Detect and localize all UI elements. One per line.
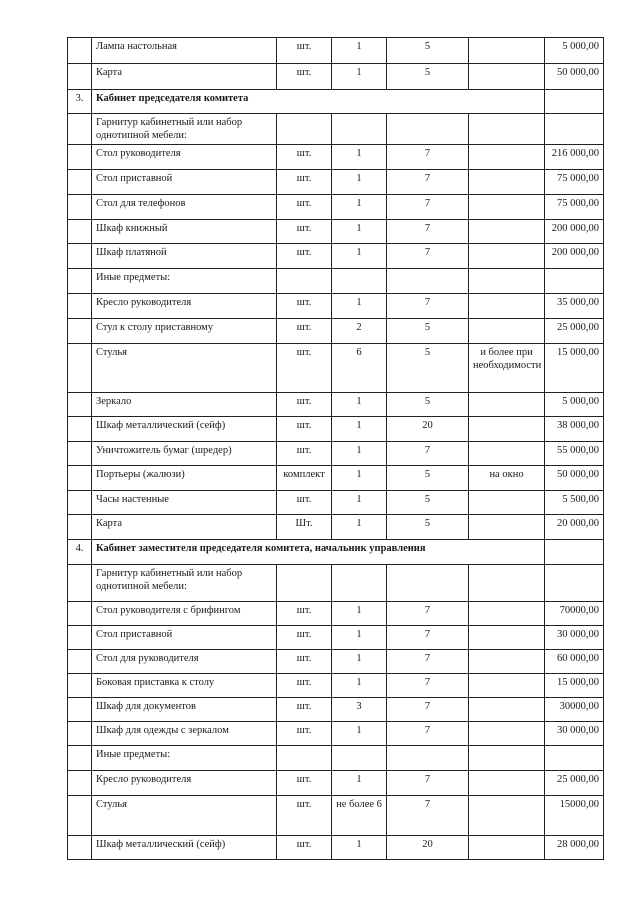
note-cell	[469, 244, 545, 269]
price-cell: 30000,00	[545, 698, 604, 722]
unit-cell: шт.	[277, 170, 332, 195]
note-cell	[469, 319, 545, 344]
service-life-cell: 20	[387, 417, 469, 442]
price-cell: 38 000,00	[545, 417, 604, 442]
service-life-cell: 7	[387, 220, 469, 244]
service-life-cell: 7	[387, 698, 469, 722]
row-number-cell	[68, 64, 92, 90]
item-name-cell: Лампа настольная	[92, 38, 277, 64]
table-row	[68, 38, 604, 64]
service-life-cell: 7	[387, 602, 469, 626]
price-cell: 5 500,00	[545, 491, 604, 515]
table-row	[68, 466, 604, 491]
unit-cell: комплект	[277, 466, 332, 491]
price-cell: 200 000,00	[545, 244, 604, 269]
table-row	[68, 244, 604, 269]
quantity-cell: 1	[332, 294, 387, 319]
table-row	[68, 674, 604, 698]
note-cell	[469, 393, 545, 417]
empty-cell	[68, 746, 92, 771]
unit-cell: шт.	[277, 491, 332, 515]
price-cell: 75 000,00	[545, 170, 604, 195]
item-name-cell: Часы настенные	[92, 491, 277, 515]
unit-cell: шт.	[277, 319, 332, 344]
empty-cell	[332, 746, 387, 771]
empty-cell	[545, 746, 604, 771]
row-number-cell	[68, 38, 92, 64]
row-number-cell	[68, 244, 92, 269]
subheading-row	[68, 269, 604, 294]
table-row	[68, 319, 604, 344]
empty-cell	[277, 269, 332, 294]
item-name-cell: Стулья	[92, 344, 277, 393]
empty-cell	[387, 269, 469, 294]
unit-cell: шт.	[277, 442, 332, 466]
quantity-cell: 1	[332, 836, 387, 860]
table-row	[68, 64, 604, 90]
quantity-cell: 1	[332, 722, 387, 746]
service-life-cell: 7	[387, 626, 469, 650]
note-cell	[469, 38, 545, 64]
service-life-cell: 7	[387, 294, 469, 319]
quantity-cell: 1	[332, 64, 387, 90]
row-number-cell	[68, 220, 92, 244]
price-cell: 28 000,00	[545, 836, 604, 860]
item-name-cell: Портьеры (жалюзи)	[92, 466, 277, 491]
price-cell: 60 000,00	[545, 650, 604, 674]
row-number-cell	[68, 771, 92, 796]
note-cell	[469, 836, 545, 860]
unit-cell: шт.	[277, 195, 332, 220]
quantity-cell: 1	[332, 515, 387, 540]
price-cell: 55 000,00	[545, 442, 604, 466]
service-life-cell: 7	[387, 195, 469, 220]
row-number-cell	[68, 674, 92, 698]
quantity-cell: 1	[332, 466, 387, 491]
unit-cell: шт.	[277, 722, 332, 746]
price-cell: 5 000,00	[545, 38, 604, 64]
row-number-cell	[68, 417, 92, 442]
note-cell	[469, 442, 545, 466]
price-cell: 20 000,00	[545, 515, 604, 540]
table-row	[68, 602, 604, 626]
note-cell	[469, 195, 545, 220]
note-cell	[469, 602, 545, 626]
note-cell	[469, 515, 545, 540]
price-cell: 50 000,00	[545, 64, 604, 90]
item-name-cell: Стул к столу приставному	[92, 319, 277, 344]
row-number-cell	[68, 491, 92, 515]
row-number-cell	[68, 796, 92, 836]
subheading-cell: Иные предметы:	[92, 746, 277, 771]
quantity-cell: 1	[332, 145, 387, 170]
unit-cell: шт.	[277, 602, 332, 626]
quantity-cell: 1	[332, 674, 387, 698]
note-cell	[469, 650, 545, 674]
service-life-cell: 7	[387, 722, 469, 746]
note-cell	[469, 170, 545, 195]
empty-cell	[545, 565, 604, 602]
service-life-cell: 5	[387, 38, 469, 64]
price-cell: 200 000,00	[545, 220, 604, 244]
item-name-cell: Стол руководителя	[92, 145, 277, 170]
service-life-cell: 20	[387, 836, 469, 860]
item-name-cell: Кресло руководителя	[92, 294, 277, 319]
empty-cell	[68, 269, 92, 294]
row-number-cell	[68, 442, 92, 466]
table-row	[68, 220, 604, 244]
unit-cell: шт.	[277, 344, 332, 393]
table-row	[68, 722, 604, 746]
note-cell	[469, 771, 545, 796]
item-name-cell: Карта	[92, 515, 277, 540]
table-row	[68, 344, 604, 393]
item-name-cell: Зеркало	[92, 393, 277, 417]
table-row	[68, 145, 604, 170]
table-row	[68, 650, 604, 674]
empty-cell	[387, 746, 469, 771]
row-number-cell	[68, 650, 92, 674]
unit-cell: шт.	[277, 38, 332, 64]
note-cell	[469, 796, 545, 836]
table-row	[68, 170, 604, 195]
note-cell	[469, 722, 545, 746]
quantity-cell: 1	[332, 602, 387, 626]
row-number-cell	[68, 466, 92, 491]
unit-cell: шт.	[277, 650, 332, 674]
item-name-cell: Шкаф книжный	[92, 220, 277, 244]
service-life-cell: 7	[387, 170, 469, 195]
note-cell	[469, 294, 545, 319]
note-cell	[469, 626, 545, 650]
table-row	[68, 294, 604, 319]
row-number-cell	[68, 393, 92, 417]
note-cell	[469, 674, 545, 698]
empty-cell	[469, 269, 545, 294]
quantity-cell: 3	[332, 698, 387, 722]
empty-cell	[332, 269, 387, 294]
table-row	[68, 195, 604, 220]
price-cell: 25 000,00	[545, 771, 604, 796]
price-cell: 50 000,00	[545, 466, 604, 491]
row-number-cell	[68, 836, 92, 860]
section-title-cell: Кабинет председателя комитета	[92, 90, 545, 114]
unit-cell: шт.	[277, 836, 332, 860]
subheading-row	[68, 746, 604, 771]
service-life-cell: 7	[387, 442, 469, 466]
quantity-cell: 1	[332, 417, 387, 442]
quantity-cell: 1	[332, 393, 387, 417]
quantity-cell: 2	[332, 319, 387, 344]
empty-cell	[68, 565, 92, 602]
row-number-cell	[68, 602, 92, 626]
price-cell: 5 000,00	[545, 393, 604, 417]
section-header-row	[68, 540, 604, 565]
item-name-cell: Стол для телефонов	[92, 195, 277, 220]
table-row	[68, 626, 604, 650]
subheading-row	[68, 565, 604, 602]
quantity-cell: 6	[332, 344, 387, 393]
row-number-cell	[68, 626, 92, 650]
table-row	[68, 698, 604, 722]
inventory-table	[67, 37, 604, 860]
section-number-cell: 4.	[68, 540, 92, 565]
price-cell: 30 000,00	[545, 722, 604, 746]
item-name-cell: Стулья	[92, 796, 277, 836]
item-name-cell: Стол для руководителя	[92, 650, 277, 674]
quantity-cell: 1	[332, 195, 387, 220]
service-life-cell: 7	[387, 796, 469, 836]
note-cell	[469, 145, 545, 170]
empty-cell	[469, 114, 545, 145]
empty-cell	[277, 114, 332, 145]
item-name-cell: Шкаф платяной	[92, 244, 277, 269]
unit-cell: шт.	[277, 626, 332, 650]
note-cell	[469, 64, 545, 90]
unit-cell: шт.	[277, 64, 332, 90]
quantity-cell: 1	[332, 442, 387, 466]
item-name-cell: Карта	[92, 64, 277, 90]
section-number-cell: 3.	[68, 90, 92, 114]
price-cell: 15 000,00	[545, 344, 604, 393]
price-cell: 75 000,00	[545, 195, 604, 220]
unit-cell: Шт.	[277, 515, 332, 540]
section-header-row	[68, 90, 604, 114]
quantity-cell: 1	[332, 491, 387, 515]
quantity-cell: 1	[332, 771, 387, 796]
table-row	[68, 442, 604, 466]
service-life-cell: 5	[387, 466, 469, 491]
unit-cell: шт.	[277, 393, 332, 417]
unit-cell: шт.	[277, 145, 332, 170]
price-cell: 30 000,00	[545, 626, 604, 650]
table-row	[68, 491, 604, 515]
price-cell: 35 000,00	[545, 294, 604, 319]
subheading-row	[68, 114, 604, 145]
note-cell	[469, 220, 545, 244]
item-name-cell: Шкаф для одежды с зеркалом	[92, 722, 277, 746]
table-row	[68, 393, 604, 417]
item-name-cell: Шкаф металлический (сейф)	[92, 417, 277, 442]
unit-cell: шт.	[277, 244, 332, 269]
unit-cell: шт.	[277, 294, 332, 319]
quantity-cell: 1	[332, 244, 387, 269]
quantity-cell: 1	[332, 170, 387, 195]
empty-cell	[68, 114, 92, 145]
note-cell	[469, 417, 545, 442]
row-number-cell	[68, 170, 92, 195]
service-life-cell: 7	[387, 244, 469, 269]
empty-cell	[277, 746, 332, 771]
empty-cell	[332, 565, 387, 602]
subheading-cell: Гарнитур кабинетный или набор однотипной мебели:	[92, 114, 277, 145]
quantity-cell: 1	[332, 626, 387, 650]
row-number-cell	[68, 722, 92, 746]
service-life-cell: 5	[387, 319, 469, 344]
service-life-cell: 5	[387, 64, 469, 90]
row-number-cell	[68, 344, 92, 393]
note-cell: и более при необходимости	[469, 344, 545, 393]
price-cell: 70000,00	[545, 602, 604, 626]
note-cell	[469, 491, 545, 515]
empty-cell	[387, 565, 469, 602]
table-row	[68, 417, 604, 442]
note-cell: на окно	[469, 466, 545, 491]
unit-cell: шт.	[277, 220, 332, 244]
table-row	[68, 836, 604, 860]
item-name-cell: Боковая приставка к столу	[92, 674, 277, 698]
empty-cell	[545, 540, 604, 565]
service-life-cell: 5	[387, 491, 469, 515]
service-life-cell: 5	[387, 393, 469, 417]
item-name-cell: Стол приставной	[92, 626, 277, 650]
service-life-cell: 5	[387, 515, 469, 540]
unit-cell: шт.	[277, 674, 332, 698]
empty-cell	[277, 565, 332, 602]
quantity-cell: не более 6	[332, 796, 387, 836]
service-life-cell: 7	[387, 650, 469, 674]
row-number-cell	[68, 698, 92, 722]
service-life-cell: 7	[387, 771, 469, 796]
empty-cell	[545, 90, 604, 114]
quantity-cell: 1	[332, 220, 387, 244]
row-number-cell	[68, 515, 92, 540]
service-life-cell: 7	[387, 145, 469, 170]
table-row	[68, 515, 604, 540]
row-number-cell	[68, 294, 92, 319]
note-cell	[469, 698, 545, 722]
item-name-cell: Шкаф для документов	[92, 698, 277, 722]
section-title-cell: Кабинет заместителя председателя комитета, начальник управления	[92, 540, 545, 565]
empty-cell	[332, 114, 387, 145]
price-cell: 216 000,00	[545, 145, 604, 170]
item-name-cell: Уничтожитель бумаг (шредер)	[92, 442, 277, 466]
item-name-cell: Кресло руководителя	[92, 771, 277, 796]
unit-cell: шт.	[277, 417, 332, 442]
service-life-cell: 7	[387, 674, 469, 698]
quantity-cell: 1	[332, 650, 387, 674]
table-row	[68, 771, 604, 796]
subheading-cell: Гарнитур кабинетный или набор однотипной мебели:	[92, 565, 277, 602]
inventory-table-body	[68, 38, 604, 860]
unit-cell: шт.	[277, 771, 332, 796]
unit-cell: шт.	[277, 796, 332, 836]
empty-cell	[545, 114, 604, 145]
empty-cell	[469, 746, 545, 771]
service-life-cell: 5	[387, 344, 469, 393]
empty-cell	[387, 114, 469, 145]
table-row	[68, 796, 604, 836]
row-number-cell	[68, 195, 92, 220]
price-cell: 15 000,00	[545, 674, 604, 698]
unit-cell: шт.	[277, 698, 332, 722]
price-cell: 25 000,00	[545, 319, 604, 344]
item-name-cell: Шкаф металлический (сейф)	[92, 836, 277, 860]
empty-cell	[469, 565, 545, 602]
row-number-cell	[68, 145, 92, 170]
price-cell: 15000,00	[545, 796, 604, 836]
row-number-cell	[68, 319, 92, 344]
quantity-cell: 1	[332, 38, 387, 64]
empty-cell	[545, 269, 604, 294]
subheading-cell: Иные предметы:	[92, 269, 277, 294]
item-name-cell: Стол приставной	[92, 170, 277, 195]
item-name-cell: Стол руководителя с брифингом	[92, 602, 277, 626]
